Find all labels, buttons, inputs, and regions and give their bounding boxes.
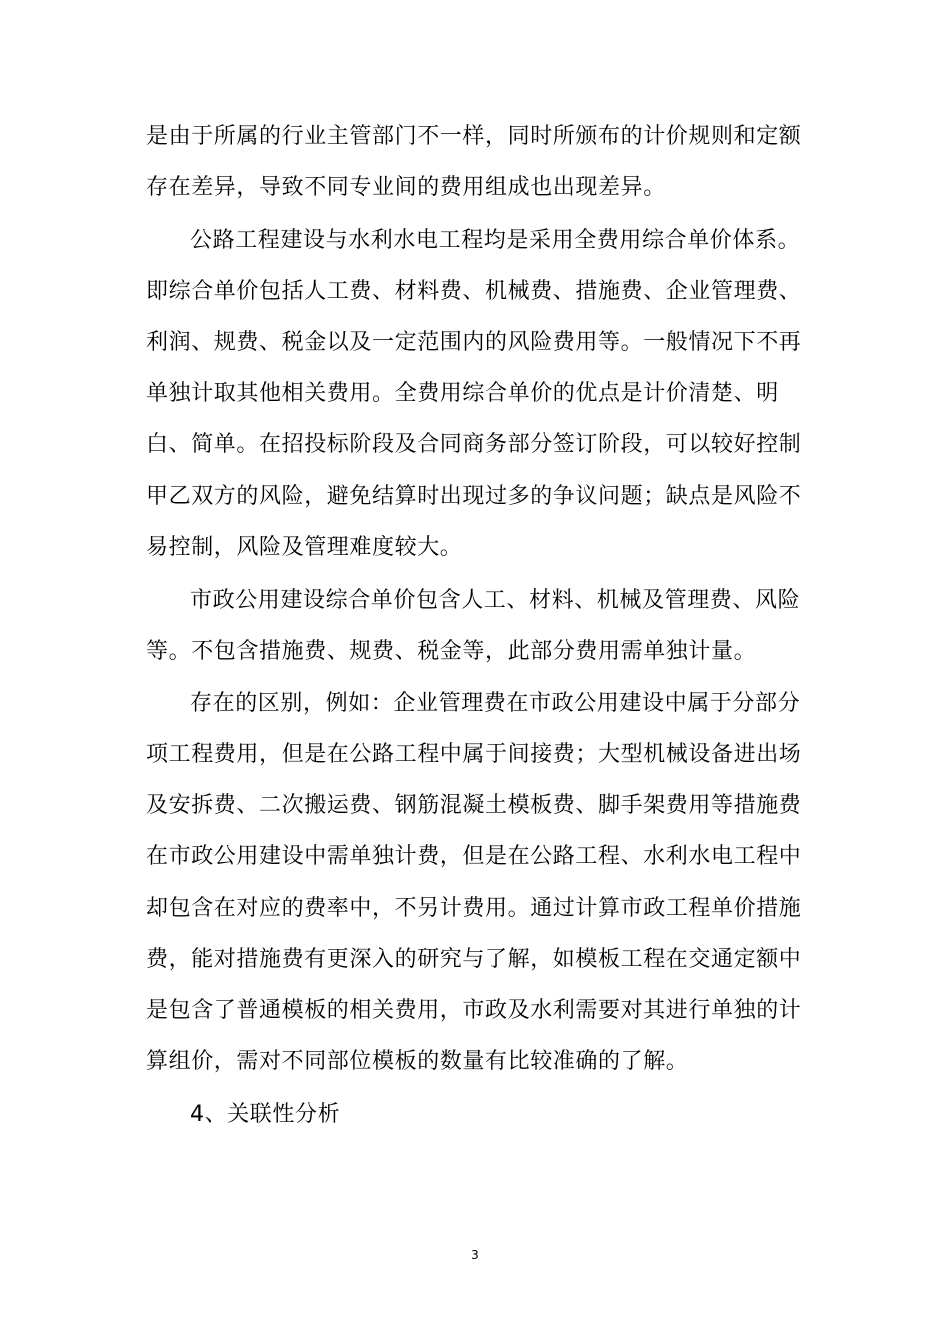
text-line: 利润、规费、税金以及一定范围内的风险费用等。一般情况下不再 <box>146 330 802 355</box>
text-line: 甲乙双方的风险，避免结算时出现过多的争议问题；缺点是风险不 <box>146 484 802 509</box>
text-line: 算组价，需对不同部位模板的数量有比较准确的了解。 <box>146 1049 689 1074</box>
text-line: 存在差异，导致不同专业间的费用组成也出现差异。 <box>146 175 666 200</box>
text-line: 白、简单。在招投标阶段及合同商务部分签订阶段，可以较好控制 <box>146 432 802 457</box>
text-line: 等。不包含措施费、规费、税金等，此部分费用需单独计量。 <box>146 639 757 664</box>
section-heading: 4、关联性分析 <box>190 1102 341 1127</box>
text-line: 易控制，风险及管理难度较大。 <box>146 535 463 560</box>
paragraph-first-line: 存在的区别，例如：企业管理费在市政公用建设中属于分部分 <box>190 691 801 716</box>
page-number: 3 <box>471 1248 479 1262</box>
text-line: 是由于所属的行业主管部门不一样，同时所颁布的计价规则和定额 <box>146 124 802 149</box>
text-line: 费，能对措施费有更深入的研究与了解，如模板工程在交通定额中 <box>146 947 802 972</box>
text-line: 项工程费用，但是在公路工程中属于间接费；大型机械设备进出场 <box>146 742 802 767</box>
text-line: 单独计取其他相关费用。全费用综合单价的优点是计价清楚、明 <box>146 381 779 406</box>
text-line: 在市政公用建设中需单独计费，但是在公路工程、水利水电工程中 <box>146 844 802 869</box>
paragraph-first-line: 市政公用建设综合单价包含人工、材料、机械及管理费、风险 <box>190 588 801 613</box>
text-line: 是包含了普通模板的相关费用，市政及水利需要对其进行单独的计 <box>146 998 802 1023</box>
text-line: 即综合单价包括人工费、材料费、机械费、措施费、企业管理费、 <box>146 279 802 304</box>
text-line: 却包含在对应的费率中，不另计费用。通过计算市政工程单价措施 <box>146 896 802 921</box>
paragraph-first-line: 公路工程建设与水利水电工程均是采用全费用综合单价体系。 <box>190 228 801 253</box>
text-line: 及安拆费、二次搬运费、钢筋混凝土模板费、脚手架费用等措施费 <box>146 793 802 818</box>
